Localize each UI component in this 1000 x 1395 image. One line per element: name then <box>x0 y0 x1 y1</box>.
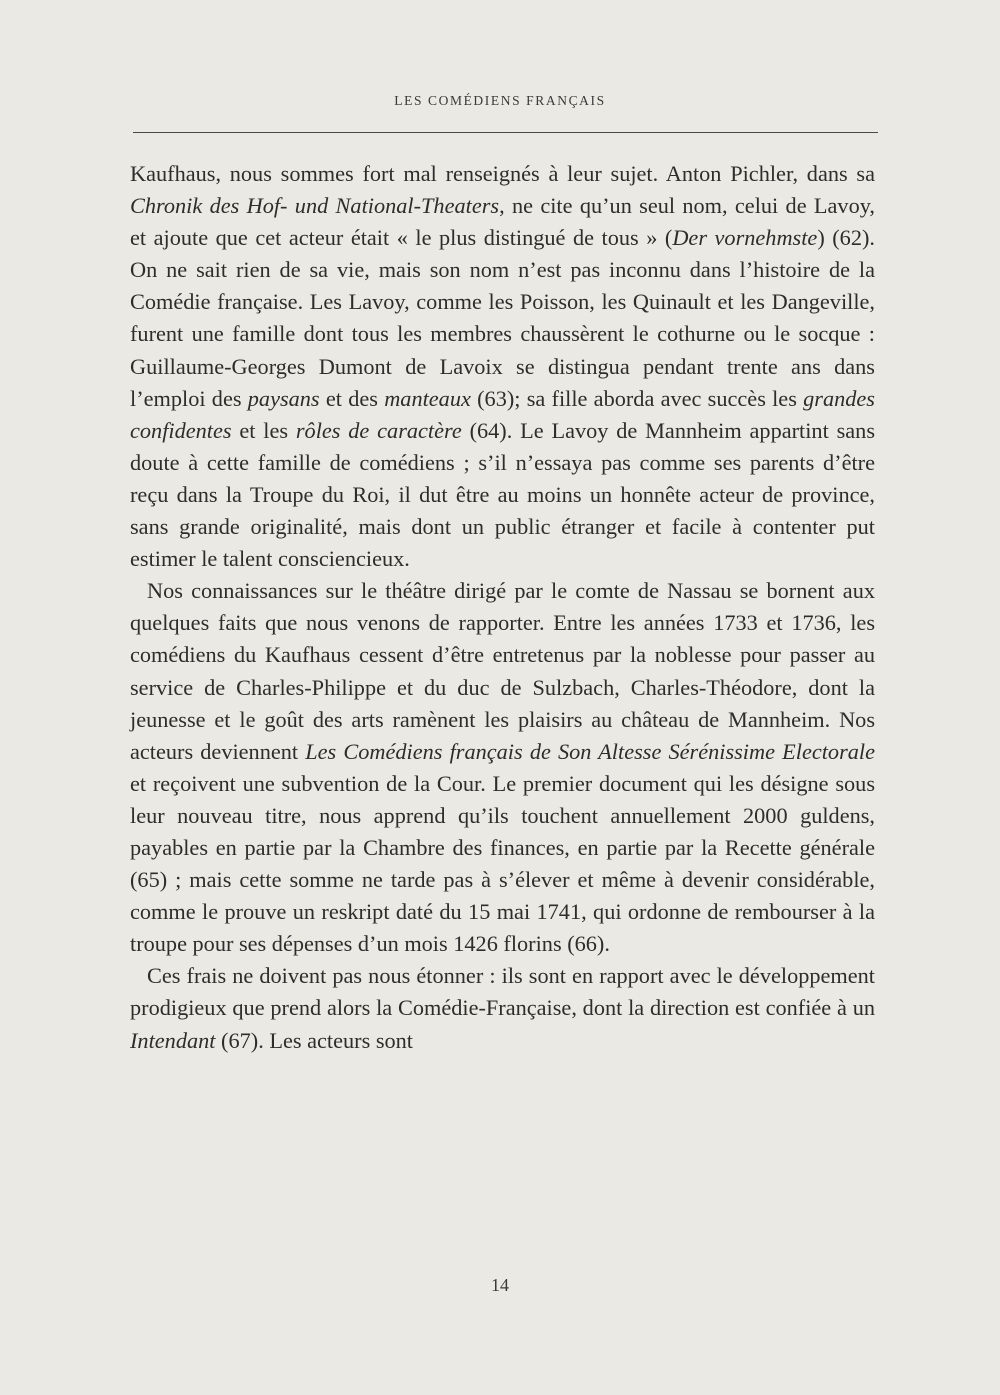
italic-phrase: Les Comédiens français de Son Altesse Sérénissime Electorale <box>305 738 875 764</box>
italic-phrase: grandes confidentes <box>130 385 875 443</box>
text-run: Nos connaissances sur le théâtre dirigé par le comte de Nassau se bornent aux quelques faits que nous venons de rapporter. Entre les années 1733 et 1736, les comédiens du Kaufhaus cessent d’être entretenus par la noblesse pour passer au service de Charles-Philippe et du duc de Sulzbach, Charles-Théodore, dont la jeunesse et le goût des arts ramènent les plaisirs au château de Mannheim. Nos acteurs deviennent <box>130 578 875 764</box>
text-run: Ces frais ne doivent pas nous étonner : ils sont en rapport avec le développement prodigieux que prend alors la Comédie-Française, dont la direction est confiée à un <box>130 963 875 1021</box>
paragraph-3 <box>130 960 875 1056</box>
text-run: , ne cite qu’un seul nom, celui de Lavoy, et ajoute que cet acteur était « le plus distingué de tous » ( <box>130 193 876 251</box>
italic-phrase: rôles de caractère <box>295 417 462 443</box>
italic-phrase: paysans <box>247 385 320 411</box>
italic-phrase: manteaux <box>384 385 471 411</box>
text-run: (64). Le Lavoy de Mannheim appartint sans doute à cette famille de comédiens ; s’il n’essaya pas comme ses parents d’être reçu dans la Troupe du Roi, il dut être au moins un honnête acteur de province, sans grande originalité, mais dont un public étranger et facile à contenter put estimer le talent consciencieux. <box>130 417 875 572</box>
italic-phrase: Der vornehmste <box>672 225 818 251</box>
page-number: 14 <box>491 1275 509 1295</box>
text-run: ) (62). On ne sait rien de sa vie, mais son nom n’est pas inconnu dans l’histoire de la Comédie française. Les Lavoy, comme les Poisson, les Quinault et les Dangeville, furent une famille dont tous les membres chaussèrent le cothurne ou le socque : Guillaume-Georges Dumont de Lavoix se distingua pendant trente ans dans l’emploi des <box>130 225 875 411</box>
text-run: Kaufhaus, nous sommes fort mal renseignés à leur sujet. Anton Pichler, dans sa <box>130 161 875 186</box>
running-title: LES COMÉDIENS FRANÇAIS <box>394 93 606 108</box>
text-run: et les <box>231 417 296 443</box>
text-run: et reçoivent une subvention de la Cour. Le premier document qui les désigne sous leur nouveau titre, nous apprend qu’ils touchent annuellement 2000 guldens, payables en partie par la Chambre des finances, en partie par la Recette générale (65) ; mais cette somme ne tarde pas à s’élever et même à devenir considérable, comme le prouve un reskript daté du 15 mai 1741, qui ordonne de rembourser à la troupe pour ses dépenses d’un mois 1426 florins (66). <box>130 770 875 957</box>
text-run: (63); sa fille aborda avec succès les <box>470 385 804 411</box>
italic-phrase: Intendant <box>130 1027 216 1053</box>
paragraph-2 <box>130 575 875 960</box>
body-text <box>130 158 875 1057</box>
text-run: et des <box>319 385 385 411</box>
italic-phrase: Chronik des Hof- und National-Theaters <box>130 193 500 219</box>
text-run: (67). Les acteurs sont <box>215 1027 413 1053</box>
header-rule <box>133 132 878 133</box>
paragraph-1 <box>130 158 875 575</box>
